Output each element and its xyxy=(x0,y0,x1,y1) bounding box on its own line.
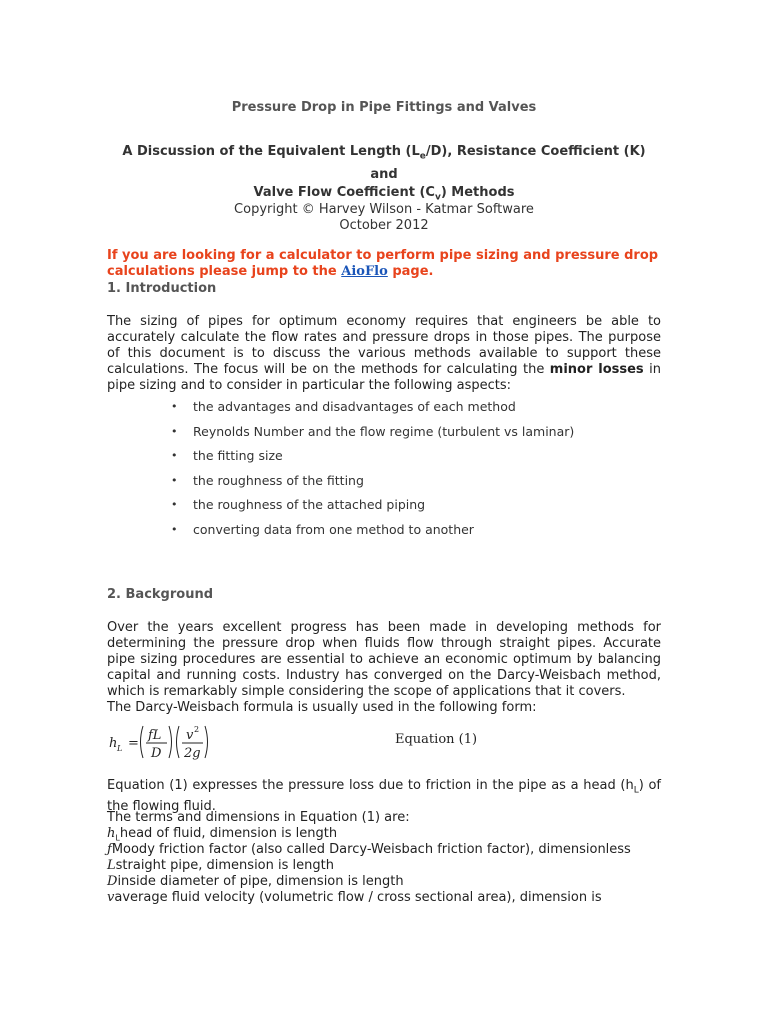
aioflo-link[interactable]: AioFlo xyxy=(341,264,388,279)
bullet-icon: • xyxy=(171,400,178,413)
list-item xyxy=(167,398,574,423)
formula-intro: The Darcy-Weisbach formula is usually used in the following form: xyxy=(107,700,537,715)
terms-intro: The terms and dimensions in Equation (1) are: xyxy=(107,810,410,825)
intro-text: in pipe sizing and to consider in particular the following aspects: xyxy=(107,362,661,393)
list-item-text: Reynolds Number and the flow regime (turbulent vs laminar) xyxy=(193,423,575,439)
subtitle-text: A Discussion of the Equivalent Length (L xyxy=(122,144,420,159)
list-item xyxy=(167,472,574,497)
term-symbol: D xyxy=(107,874,118,889)
list-item-text: the roughness of the attached piping xyxy=(193,497,426,513)
list-item xyxy=(167,423,574,448)
term-symbol: L xyxy=(107,858,116,873)
term-description: straight pipe, dimension is length xyxy=(115,858,334,873)
intro-paragraph xyxy=(107,314,661,394)
paren-right-icon xyxy=(205,726,208,758)
explanation-text: Equation (1) expresses the pressure loss due to friction in the pipe as a head (h xyxy=(107,778,634,793)
paren-left-icon xyxy=(141,726,144,758)
list-item xyxy=(167,521,574,546)
equation-equals: = xyxy=(128,736,139,751)
term-symbol: ƒ xyxy=(107,842,112,857)
bullet-icon: • xyxy=(171,498,178,512)
background-paragraph: Over the years excellent progress has been made in developing methods for determining the pressure drop when fluids flow through straight pipes. Accurate pipe sizing procedures are essential to achieve an economic optimum by balancing capital and running costs. Industry has converged on the Darcy-Weisbach method, which is remarkably simple considering the scope of applications that it covers. xyxy=(107,620,661,699)
copyright-block xyxy=(107,202,661,234)
bullet-icon: • xyxy=(171,473,178,487)
equation-f-denominator: D xyxy=(151,746,162,761)
paren-right-icon xyxy=(169,726,172,758)
equation-lhs: h xyxy=(109,736,118,751)
date-line: October 2012 xyxy=(339,218,429,233)
term-description: head of fluid, dimension is length xyxy=(119,826,338,841)
list-item-text: the roughness of the fitting xyxy=(193,472,364,488)
equation-v-exponent: 2 xyxy=(194,725,200,734)
subtitle-text: /D), Resistance Coefficient (K) and xyxy=(370,144,646,182)
bullet-icon: • xyxy=(171,522,178,536)
calculator-notice xyxy=(107,248,661,280)
term-row xyxy=(107,842,631,858)
list-item-text: converting data from one method to another xyxy=(193,521,474,537)
intro-text: The sizing of pipes for optimum economy requires that engineers be able to accurately calculate the flow rates and pressure drops in those pipes. The purpose of this document is to discuss the various methods available to support these calculations. The focus will be on the methods for calculating the xyxy=(107,314,661,377)
subtitle-text: Valve Flow Coefficient (C xyxy=(253,184,435,200)
equation-f-numerator: fL xyxy=(148,728,162,743)
notice-text: page. xyxy=(387,264,434,279)
bullet-icon: • xyxy=(171,449,178,463)
subtitle-text: ) Methods xyxy=(440,184,515,200)
paren-left-icon xyxy=(177,726,180,758)
term-row xyxy=(107,890,602,906)
term-row xyxy=(107,874,404,890)
explanation-text: ) of the flowing fluid. xyxy=(107,778,661,814)
equation-label: Equation (1) xyxy=(395,732,478,747)
copyright-line: Copyright © Harvey Wilson - Katmar Software xyxy=(234,202,534,217)
list-item xyxy=(167,447,574,472)
term-symbol: h xyxy=(107,826,116,841)
list-item-text: the fitting size xyxy=(193,448,283,464)
bullet-icon: • xyxy=(171,424,178,438)
notice-text: If you are looking for a calculator to perform pipe sizing and pressure drop calculations please jump to the xyxy=(107,248,659,279)
equation-lhs-subscript: L xyxy=(117,744,123,753)
aspects-list xyxy=(167,398,574,546)
darcy-weisbach-equation xyxy=(107,712,661,762)
intro-bold-text: minor losses xyxy=(549,362,644,377)
term-description: average fluid velocity (volumetric flow / cross sectional area), dimension is xyxy=(114,890,602,905)
term-symbol: v xyxy=(107,890,115,905)
term-description: inside diameter of pipe, dimension is length xyxy=(117,874,404,889)
term-subscript: L xyxy=(115,833,120,843)
document-subtitle xyxy=(107,143,661,206)
document-title: Pressure Drop in Pipe Fittings and Valves xyxy=(231,100,537,115)
term-description: Moody friction factor (also called Darcy-Weisbach friction factor), dimensionless xyxy=(111,842,631,857)
equation-v-numerator: v xyxy=(186,728,194,743)
explanation-subscript: L xyxy=(633,785,639,796)
section-heading-introduction: 1. Introduction xyxy=(107,281,217,296)
section-heading-background: 2. Background xyxy=(107,587,214,602)
equation-v-denominator: 2g xyxy=(184,746,201,761)
subtitle-subscript: v xyxy=(434,192,441,203)
list-item xyxy=(167,496,574,521)
term-row xyxy=(107,858,334,874)
list-item-text: the advantages and disadvantages of each method xyxy=(193,399,516,414)
subtitle-subscript: e xyxy=(419,151,426,162)
